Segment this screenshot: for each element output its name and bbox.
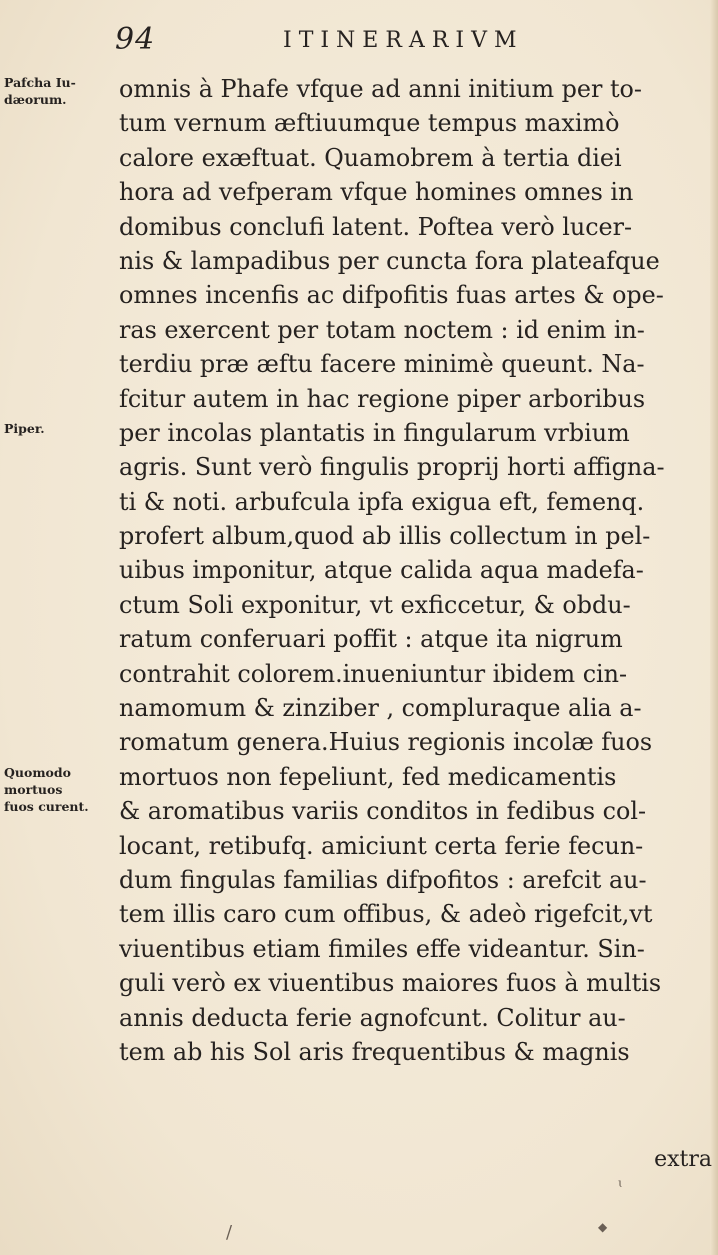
text-line: viuentibus etiam fimiles effe videantur. Sin- xyxy=(119,934,645,963)
marginal-note-pascha xyxy=(4,74,76,108)
marginal-note-line: mortuos xyxy=(4,782,63,797)
text-line: nis & lampadibus per cuncta fora plateafque xyxy=(119,246,660,275)
text-line: per incolas plantatis in fingularum vrbium xyxy=(119,418,630,447)
page-number: 94 xyxy=(115,22,156,57)
ink-mark: ◆ xyxy=(598,1220,608,1234)
text-line: calore exæftuat. Quamobrem à tertia diei xyxy=(119,143,622,172)
text-line: fcitur autem in hac regione piper arboribus xyxy=(119,384,646,413)
text-line: uibus imponitur, atque calida aqua madefa- xyxy=(119,556,644,585)
marginal-note-line: dæorum. xyxy=(4,92,67,107)
catchword: extra xyxy=(654,1147,712,1172)
text-line: tem ab his Sol aris frequentibus & magnis xyxy=(119,1037,630,1066)
text-line: ras exercent per totam noctem : id enim in- xyxy=(119,315,645,344)
text-line: guli verò ex viuentibus maiores fuos à multis xyxy=(119,969,662,998)
text-line: tum vernum æftiuumque tempus maximò xyxy=(119,109,620,138)
text-line: agris. Sunt verò fingulis proprij horti affigna- xyxy=(119,453,665,482)
text-line: hora ad vefperam vfque homines omnes in xyxy=(119,178,634,207)
marginal-note-quomodo xyxy=(4,764,89,815)
text-line: tem illis caro cum offibus, & adeò rigefcit,vt xyxy=(119,900,653,929)
text-line: locant, retibufq. amiciunt certa ferie fecun- xyxy=(119,831,644,860)
marginal-note-line: Pafcha Iu- xyxy=(4,75,76,90)
text-line: omnes incenfis ac difpofitis fuas artes & ope- xyxy=(119,281,664,310)
text-line: ratum conferuari poffit : atque ita nigrum xyxy=(119,625,623,654)
text-line: ti & noti. arbufcula ipfa exigua eft, femenq. xyxy=(119,487,645,516)
marginal-note-line: Piper. xyxy=(4,421,45,436)
text-line: namomum & zinziber , compluraque alia a- xyxy=(119,694,642,723)
text-line: contrahit colorem.inueniuntur ibidem cin- xyxy=(119,659,628,688)
text-line: & aromatibus variis conditos in fedibus col- xyxy=(119,797,647,826)
text-line: ctum Soli exponitur, vt exficcetur, & obdu- xyxy=(119,590,631,619)
page-header xyxy=(0,22,718,62)
text-line: dum fingulas familias difpofitos : arefcit au- xyxy=(119,865,647,894)
text-line: omnis à Phafe vfque ad anni initium per to- xyxy=(119,75,642,103)
text-line: terdiu præ æftu facere minimè queunt. Na- xyxy=(119,350,645,379)
running-title: ITINERARIVM xyxy=(283,28,524,53)
text-line: domibus conclufi latent. Poftea verò lucer- xyxy=(119,212,633,241)
body-text xyxy=(119,72,715,1069)
ink-mark: ɩ xyxy=(618,1176,623,1190)
text-line: romatum genera.Huius regionis incolæ fuos xyxy=(119,728,653,757)
ink-mark: / xyxy=(226,1222,233,1243)
marginal-note-line: fuos curent. xyxy=(4,799,89,814)
marginal-note-line: Quomodo xyxy=(4,765,71,780)
text-line: profert album,quod ab illis collectum in pel- xyxy=(119,522,651,551)
text-line: mortuos non fepeliunt, fed medicamentis xyxy=(119,762,617,791)
marginal-note-piper xyxy=(4,420,45,437)
text-line: annis deducta ferie agnofcunt. Colitur au- xyxy=(119,1003,626,1032)
